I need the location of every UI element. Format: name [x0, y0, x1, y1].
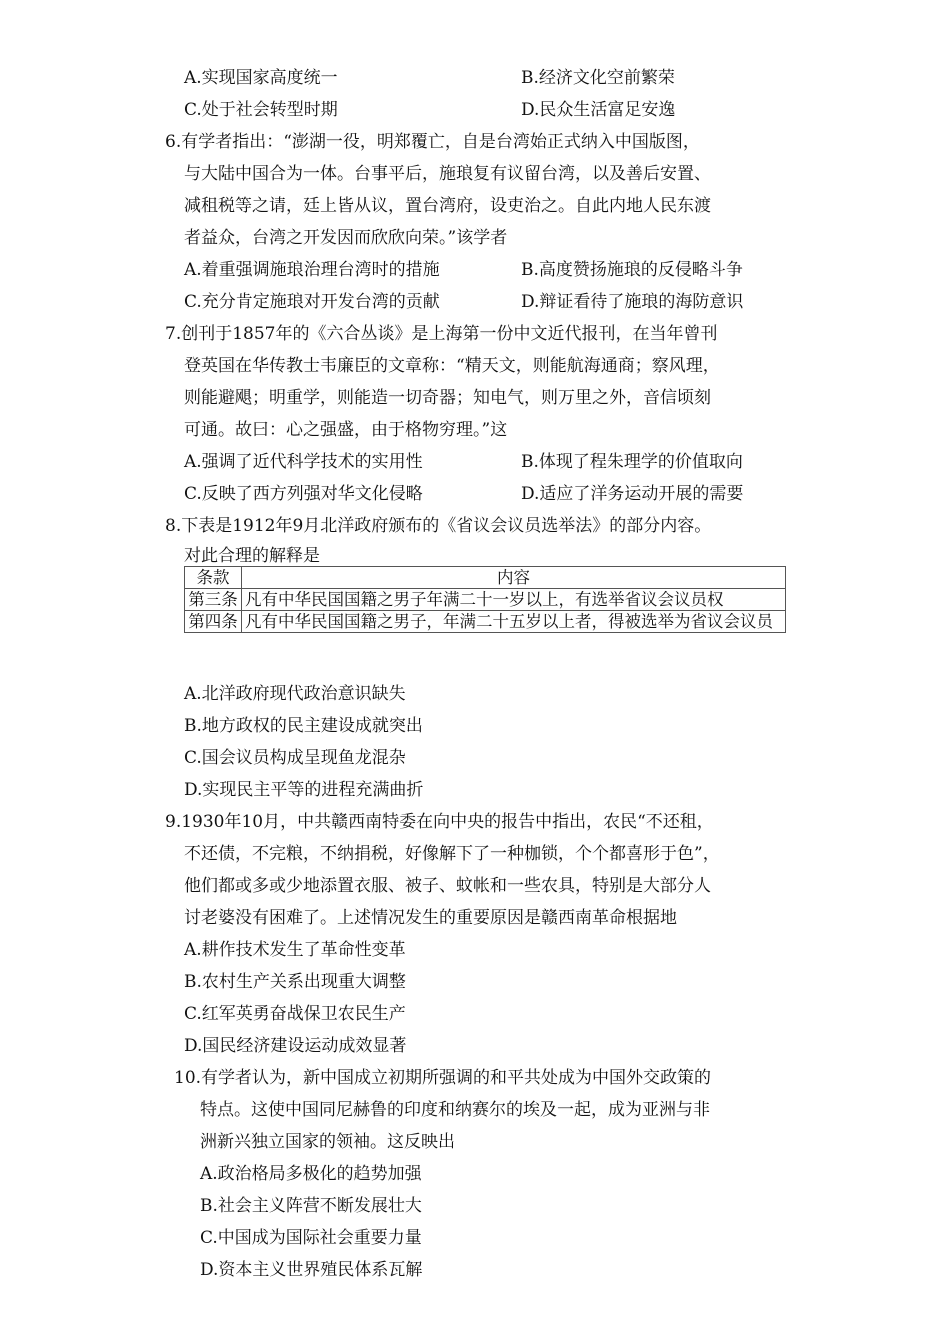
table-header-clause: 条款 [185, 567, 242, 589]
q6-option-a[interactable]: A.着重强调施琅治理台湾时的措施 [184, 260, 440, 280]
q10-option-b[interactable]: B.社会主义阵营不断发展壮大 [200, 1196, 422, 1216]
q9-option-d[interactable]: D.国民经济建设运动成效显著 [184, 1036, 407, 1056]
q10-option-a[interactable]: A.政治格局多极化的趋势加强 [200, 1164, 422, 1184]
table-row [185, 611, 786, 633]
q9-option-b[interactable]: B.农村生产关系出现重大调整 [184, 972, 406, 992]
q6-stem-line: 减租税等之请，廷上皆从议，置台湾府，设吏治之。自此内地人民东渡 [184, 196, 711, 216]
q7-stem-line: 可通。故曰：心之强盛，由于格物穷理。”这 [184, 420, 508, 440]
q7-option-b[interactable]: B.体现了程朱理学的价值取向 [521, 452, 743, 472]
table-cell-clause: 第三条 [185, 589, 242, 611]
q5-option-b[interactable]: B.经济文化空前繁荣 [521, 68, 675, 88]
table-cell-clause: 第四条 [185, 611, 242, 633]
q10-stem-line: 特点。这使中国同尼赫鲁的印度和纳赛尔的埃及一起，成为亚洲与非 [200, 1100, 710, 1120]
q6-option-c[interactable]: C.充分肯定施琅对开发台湾的贡献 [184, 292, 440, 312]
table-row [185, 589, 786, 611]
q6-stem-line: 与大陆中国合为一体。台事平后，施琅复有议留台湾，以及善后安置、 [184, 164, 711, 184]
q7-option-c[interactable]: C.反映了西方列强对华文化侵略 [184, 484, 423, 504]
q5-option-d[interactable]: D.民众生活富足安逸 [521, 100, 676, 120]
q7-stem-line: 登英国在华传教士韦廉臣的文章称：“精天文，则能航海通商；察风理， [184, 356, 720, 376]
q9-stem-line: 讨老婆没有困难了。上述情况发生的重要原因是赣西南革命根据地 [184, 908, 677, 928]
q9-stem-line: 9.1930年10月，中共赣西南特委在向中央的报告中指出，农民“不还租， [165, 812, 714, 832]
q9-stem-line: 他们都或多或少地添置衣服、被子、蚊帐和一些农具，特别是大部分人 [184, 876, 711, 896]
q9-option-a[interactable]: A.耕作技术发生了革命性变革 [184, 940, 406, 960]
q9-option-c[interactable]: C.红军英勇奋战保卫农民生产 [184, 1004, 406, 1024]
q6-stem-line: 6.有学者指出：“澎湖一役，明郑覆亡，自是台湾始正式纳入中国版图， [165, 132, 700, 152]
q8-stem-line: 对此合理的解释是 [184, 546, 320, 566]
q5-option-c[interactable]: C.处于社会转型时期 [184, 100, 338, 120]
table-cell-content: 凡有中华民国国籍之男子年满二十一岁以上，有选举省议会议员权 [242, 589, 786, 611]
q7-option-a[interactable]: A.强调了近代科学技术的实用性 [184, 452, 423, 472]
q8-option-b[interactable]: B.地方政权的民主建设成就突出 [184, 716, 423, 736]
q6-option-b[interactable]: B.高度赞扬施琅的反侵略斗争 [521, 260, 743, 280]
q9-stem-line: 不还债，不完粮，不纳捐税，好像解下了一种枷锁，个个都喜形于色”， [184, 844, 720, 864]
q7-stem-line: 则能避飓；明重学，则能造一切奇器；知电气，则万里之外，音信顷刻 [184, 388, 711, 408]
q6-stem-line: 者益众，台湾之开发因而欣欣向荣。”该学者 [184, 228, 508, 248]
table-header-row [185, 567, 786, 589]
q8-option-a[interactable]: A.北洋政府现代政治意识缺失 [184, 684, 406, 704]
q8-election-law-table [184, 566, 786, 633]
q8-option-d[interactable]: D.实现民主平等的进程充满曲折 [184, 780, 424, 800]
q5-option-a[interactable]: A.实现国家高度统一 [184, 68, 338, 88]
table-header-content: 内容 [242, 567, 786, 589]
q10-option-c[interactable]: C.中国成为国际社会重要力量 [200, 1228, 422, 1248]
q10-option-d[interactable]: D.资本主义世界殖民体系瓦解 [200, 1260, 423, 1280]
q10-stem-line: 洲新兴独立国家的领袖。这反映出 [200, 1132, 455, 1152]
q6-option-d[interactable]: D.辩证看待了施琅的海防意识 [521, 292, 744, 312]
q8-option-c[interactable]: C.国会议员构成呈现鱼龙混杂 [184, 748, 406, 768]
q8-stem-line: 8.下表是1912年9月北洋政府颁布的《省议会议员选举法》的部分内容。 [165, 516, 712, 536]
q7-option-d[interactable]: D.适应了洋务运动开展的需要 [521, 484, 744, 504]
q7-stem-line: 7.创刊于1857年的《六合丛谈》是上海第一份中文近代报刊，在当年曾刊 [165, 324, 718, 344]
table-cell-content: 凡有中华民国国籍之男子，年满二十五岁以上者，得被选举为省议会议员 [242, 611, 786, 633]
q10-stem-line: 10.有学者认为，新中国成立初期所强调的和平共处成为中国外交政策的 [174, 1068, 712, 1088]
